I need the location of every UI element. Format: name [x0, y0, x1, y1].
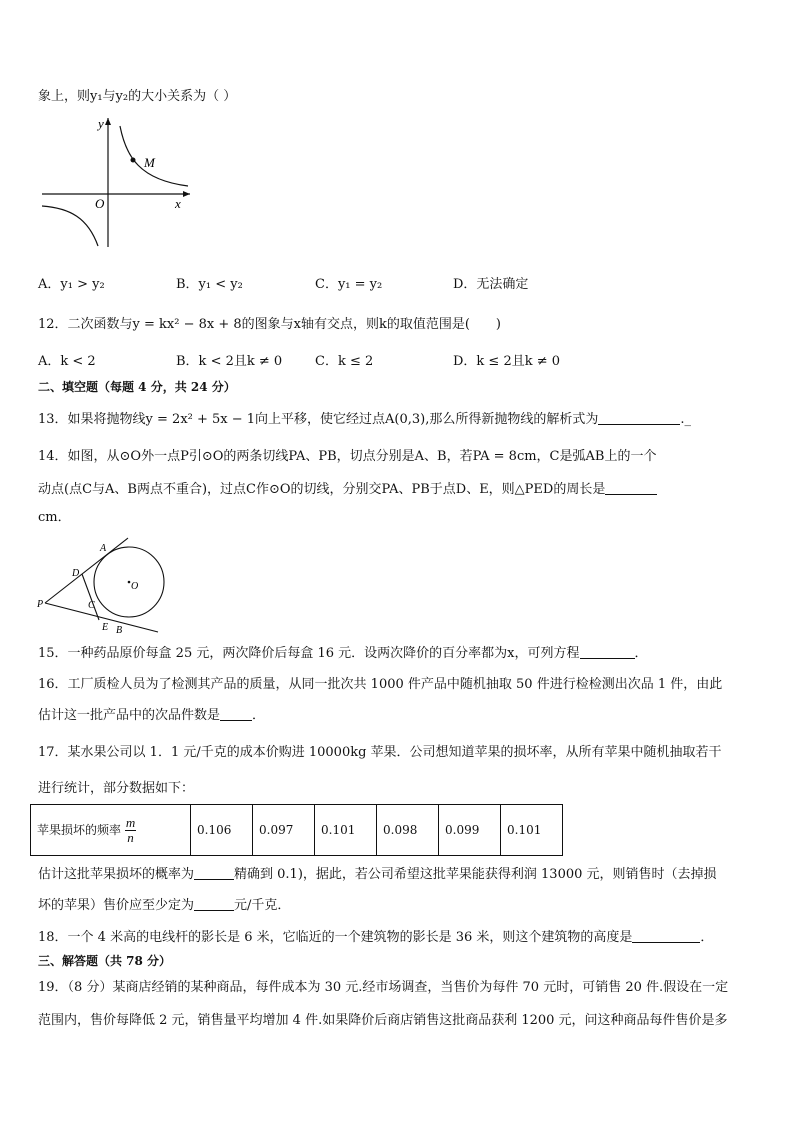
q17-line-3	[38, 865, 717, 884]
q11-hyperbola-graph	[40, 112, 200, 252]
q12-option-a[interactable]: A．k < 2	[38, 354, 96, 369]
q14-line-3: cm．	[38, 510, 71, 525]
q11-option-a[interactable]: A．y₁ > y₂	[38, 277, 105, 292]
label-e: E	[102, 622, 109, 633]
table-head-text: 苹果损坏的频率	[37, 822, 122, 837]
q14-line-2	[38, 480, 657, 499]
label-c: C	[88, 600, 95, 611]
q15-stem	[38, 644, 648, 663]
q14-answer-blank[interactable]	[605, 480, 657, 495]
q12-option-b[interactable]: B．k < 2且k ≠ 0	[176, 354, 283, 369]
q18-answer-blank[interactable]	[632, 928, 700, 943]
q17-line-4a: 坏的苹果）售价应至少定为	[38, 898, 195, 913]
q13-tail: ._	[680, 412, 692, 427]
q16-line-2-text: 估计这一批产品中的次品件数是	[38, 708, 221, 723]
y-axis-label: y	[98, 116, 104, 131]
x-axis-label: x	[175, 196, 181, 211]
table-cell: 0.101	[315, 805, 377, 856]
q17-line-4b: 元/千克．	[234, 898, 291, 913]
label-a: A	[100, 543, 107, 554]
q11-option-c[interactable]: C．y₁ = y₂	[315, 277, 383, 292]
table-cell: 0.106	[191, 805, 253, 856]
label-d: D	[72, 568, 80, 579]
q14-line-1: 14．如图，从⊙O外一点P引⊙O的两条切线PA、PB，切点分别是A、B，若PA = 8cm，C是弧AB上的一个	[38, 449, 657, 464]
q18-tail: ．	[700, 930, 714, 945]
table-cell: 0.099	[439, 805, 501, 856]
q16-line-1: 16．工厂质检人员为了检测其产品的质量，从同一批次共 1000 件产品中随机抽取 50 件进行检检测出次品 1 件，由此	[38, 677, 723, 692]
q19-line-2: 范围内，售价每降低 2 元，销售量平均增加 4 件.如果降价后商店销售这批商品获利 1200 元，问这种商品每件售价是多	[38, 1013, 728, 1028]
q15-answer-blank[interactable]	[580, 644, 635, 659]
q17-frequency-table	[30, 804, 563, 856]
fraction-denominator: n	[127, 829, 134, 845]
table-row	[31, 805, 563, 856]
table-cell: 0.101	[501, 805, 563, 856]
fraction-numerator: m	[125, 814, 136, 830]
fraction-m-over-n	[125, 816, 136, 845]
q16-answer-blank[interactable]	[220, 706, 252, 721]
q17-line-3a: 估计这批苹果损坏的概率为	[38, 867, 195, 882]
table-cell: 0.098	[377, 805, 439, 856]
q12-option-c[interactable]: C．k ≤ 2	[315, 354, 374, 369]
table-head-cell	[31, 805, 191, 856]
q11-stem-tail: 象上，则y₁与y₂的大小关系为（ ）	[38, 89, 237, 104]
q17-price-blank[interactable]	[194, 896, 234, 911]
q13-text: 13．如果将抛物线y = 2x² + 5x − 1向上平移，使它经过点A(0,3),那么所得新抛物线的解析式为	[38, 412, 599, 427]
q18-stem	[38, 928, 713, 947]
q17-line-1: 17．某水果公司以 1．1 元/千克的成本价购进 10000kg 苹果．公司想知道苹果的损坏率，从所有苹果中随机抽取若干	[38, 745, 722, 760]
table-cell: 0.097	[253, 805, 315, 856]
q11-option-d[interactable]: D．无法确定	[453, 277, 529, 292]
q19-line-1: 19．（8 分）某商店经销的某种商品，每件成本为 30 元.经市场调查，当售价为每件 70 元时，可销售 20 件.假设在一定	[38, 980, 729, 995]
q13-stem	[38, 410, 691, 429]
section-3-heading: 三、解答题（共 78 分）	[38, 954, 172, 968]
q13-answer-blank[interactable]	[598, 410, 680, 425]
section-2-heading: 二、填空题（每题 4 分，共 24 分）	[38, 380, 236, 394]
q14-tangent-figure	[36, 534, 166, 638]
q15-tail: ．	[634, 646, 648, 661]
origin-label: O	[95, 196, 105, 211]
q11-option-b[interactable]: B．y₁ < y₂	[176, 277, 243, 292]
q12-stem: 12．二次函数与y = kx² − 8x + 8的图象与x轴有交点，则k的取值范围是( )	[38, 317, 502, 332]
label-o: O	[131, 581, 139, 592]
q17-line-4	[38, 896, 290, 915]
q16-line-2	[38, 706, 265, 725]
q18-text: 18．一个 4 米高的电线杆的影长是 6 米，它临近的一个建筑物的影长是 36 米，则这个建筑物的高度是	[38, 930, 633, 945]
label-p: P	[37, 599, 44, 610]
q14-line-2-text: 动点(点C与A、B两点不重合)，过点C作⊙O的切线，分别交PA、PB于点D、E，则△PED的周长是	[38, 482, 606, 497]
q12-option-d[interactable]: D．k ≤ 2且k ≠ 0	[453, 354, 561, 369]
q17-line-3b: 精确到 0.1)，据此，若公司希望这批苹果能获得利润 13000 元，则销售时（去掉损	[234, 867, 717, 882]
q17-line-2: 进行统计，部分数据如下：	[38, 781, 195, 796]
q16-tail: ．	[252, 708, 266, 723]
point-m-label: M	[144, 155, 155, 170]
q17-probability-blank[interactable]	[194, 865, 234, 880]
q15-text: 15．一种药品原价每盒 25 元，两次降价后每盒 16 元．设两次降价的百分率都为x，可列方程	[38, 646, 580, 661]
label-b: B	[116, 625, 123, 636]
